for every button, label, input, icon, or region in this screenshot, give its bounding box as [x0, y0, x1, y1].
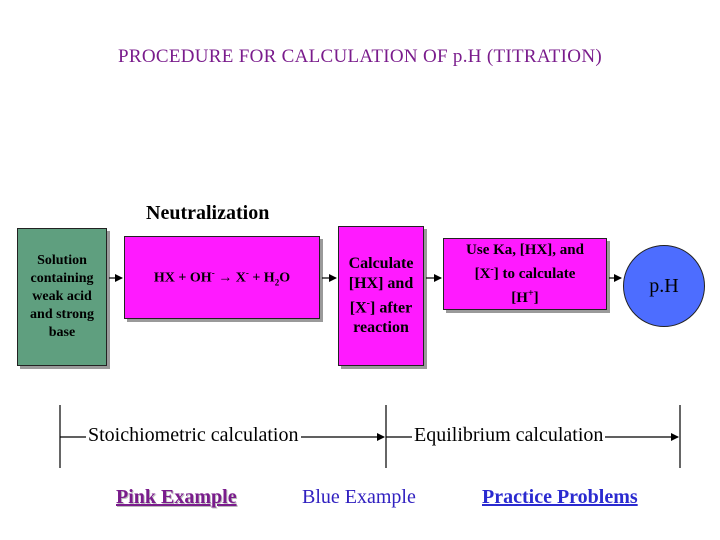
pink-example-link[interactable]: Pink Example — [116, 486, 237, 508]
ka-line: [H+] — [511, 287, 539, 306]
solution-line: containing — [30, 271, 94, 286]
reaction-equation: HX + $OH^- \to X^- + H_2O$ — [153, 267, 291, 288]
calc-line: reaction — [353, 319, 409, 337]
solution-line: weak acid — [32, 289, 92, 304]
ka-line: Use Ka, [HX], and — [466, 241, 584, 258]
solution-line: Solution — [37, 253, 87, 268]
page-title: PROCEDURE FOR CALCULATION OF p.H (TITRATION) — [118, 46, 602, 67]
neutralization-label: Neutralization — [146, 202, 270, 224]
calc-line: Calculate — [348, 254, 414, 272]
ph-label: p.H — [649, 274, 679, 297]
reaction-arrow-icon: → — [218, 270, 233, 286]
solution-line: and strong — [30, 307, 94, 322]
practice-problems-link[interactable]: Practice Problems — [482, 486, 638, 508]
stoichiometric-label: Stoichiometric calculation — [88, 424, 299, 446]
blue-example-link[interactable]: Blue Example — [302, 486, 416, 508]
equilibrium-label: Equilibrium calculation — [414, 424, 604, 446]
calc-line: [HX] and — [348, 274, 414, 292]
solution-line: base — [48, 325, 76, 340]
ka-line: [X-] to calculate — [474, 263, 576, 282]
calc-line: [X-] after — [349, 297, 413, 317]
